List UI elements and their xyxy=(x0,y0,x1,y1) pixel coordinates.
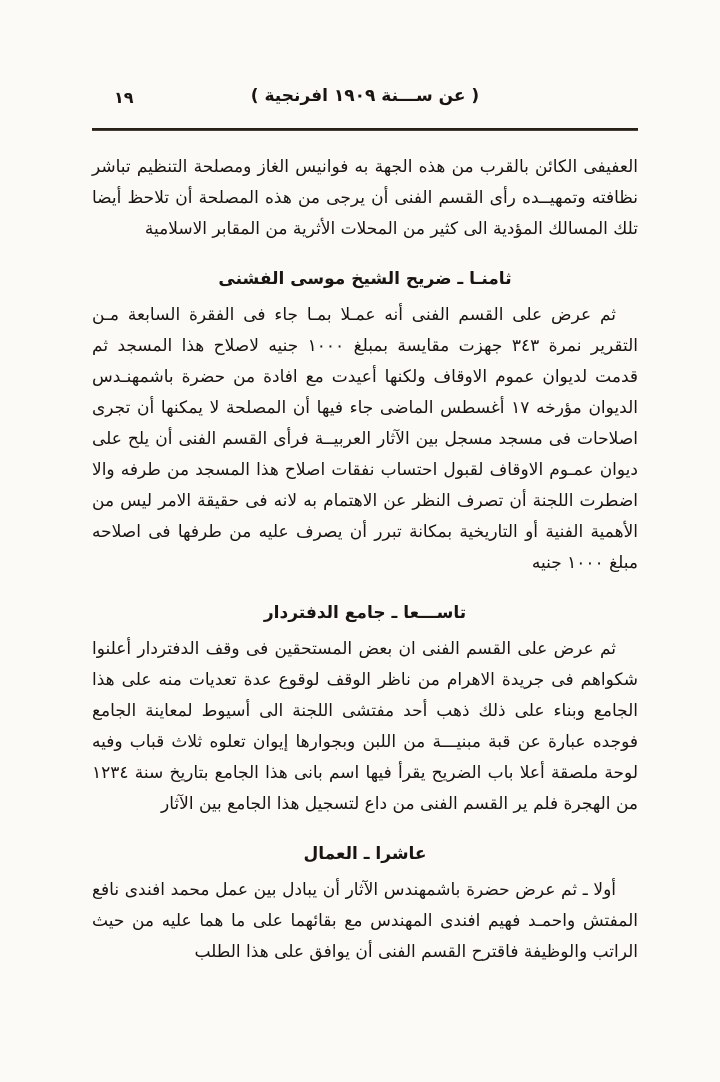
header-divider xyxy=(92,128,638,131)
section-heading-tenth: عاشرا ـ العمال xyxy=(303,844,427,864)
page-content xyxy=(92,0,638,968)
page-number: ١٩ xyxy=(114,88,134,107)
section-heading-eighth: ثامنـا ـ ضريح الشيخ موسى الفشنى xyxy=(218,269,512,289)
body-paragraph: أولا ـ ثم عرض حضرة باشمهندس الآثار أن يبادل بين عمل محمد افندى نافع المفتش واحمـد فهيم افندى المهندس مع بقائهما على ما هما عليه من حيث الراتب والوظيفة فاقترح القسم الفنى أن يوافق على هذا الطلب xyxy=(92,880,638,962)
page-header xyxy=(92,86,638,116)
section-heading-ninth: تاســـعا ـ جامع الدفتردار xyxy=(263,603,467,623)
body-paragraph: ثم عرض على القسم الفنى أنه عمـلا بمـا جاء فى الفقرة السابعة مـن التقرير نمرة ٣٤٣ جهزت مقايسة بمبلغ ١٠٠٠ جنيه لاصلاح هذا المسجد ثم قدمت لديوان عموم الاوقاف ولكنها أعيدت مع افادة من حضرة باشمهنـدس الديوان مؤرخه ١٧ أغسطس الماضى جاء فيها أن المصلحة لا يمكنها أن تجرى اصلاحات فى مسجد مسجل بين الآثار العربيــة فرأى القسم الفنى أن يلح على ديوان عمـوم الاوقاف لقبول احتساب نفقات اصلاح هذا المسجد من طرفه والا اضطرت اللجنة أن تصرف النظر عن الاهتمام به لانه فى حقيقة الامر ليس من الأهمية الفنية أو التاريخية بمكانة تبرر أن يصرف عليه من طرفها فى اصلاحه مبلغ ١٠٠٠ جنيه xyxy=(92,305,639,573)
header-title: ( عن ســـنة ١٩٠٩ افرنجية ) xyxy=(250,86,480,106)
body-paragraph: العفيفى الكائن بالقرب من هذه الجهة به فوانيس الغاز ومصلحة التنظيم تباشر نظافته وتمهيــده رأى القسم الفنى أن يرجى من هذه المصلحة أن تلاحظ أيضا تلك المسالك المؤدية الى كثير من المحلات الأثرية من المقابر الاسلامية xyxy=(92,157,638,239)
body-paragraph: ثم عرض على القسم الفنى ان بعض المستحقين فى وقف الدفتردار أعلنوا شكواهم فى جريدة الاهرام من ناظر الوقف لوقوع عدة تعديات منه على هذا الجامع وبناء على ذلك ذهب أحد مفتشى اللجنة الى أسيوط لمعاينة الجامع فوجده عبارة عن قبة مبنيـــة من اللبن وبجوارها إيوان تعلوه ثلاث قباب وفيه لوحة ملصقة أعلا باب الضريح يقرأ فيها اسم بانى هذا الجامع بتاريخ سنة ١٢٣٤ من الهجرة فلم ير القسم الفنى من داع لتسجيل هذا الجامع بين الآثار xyxy=(92,639,638,814)
